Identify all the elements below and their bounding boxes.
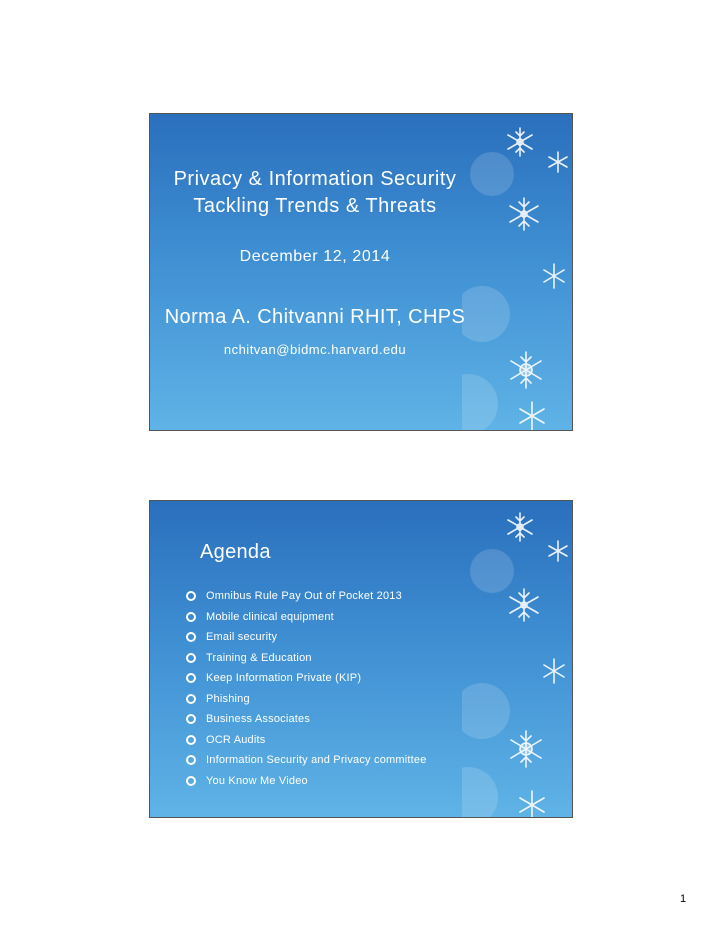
agenda-item [186, 771, 427, 792]
agenda-item-label: Information Security and Privacy committee [206, 754, 427, 767]
agenda-item [186, 668, 427, 689]
agenda-item [186, 709, 427, 730]
bullet-ring-icon [186, 755, 196, 765]
agenda-item-label: Omnibus Rule Pay Out of Pocket 2013 [206, 590, 402, 603]
agenda-item [186, 689, 427, 710]
presentation-date: December 12, 2014 [239, 248, 391, 265]
agenda-slide [149, 500, 573, 818]
title-line-1: Privacy & Information Security [173, 168, 457, 190]
agenda-item-label: Mobile clinical equipment [206, 610, 334, 623]
title-slide [149, 113, 573, 431]
title-line-2: Tackling Trends & Threats [193, 195, 437, 217]
snowflake-decoration [462, 501, 572, 818]
agenda-item-label: Email security [206, 631, 278, 644]
snowflake-decoration [462, 114, 572, 431]
agenda-item-label: Keep Information Private (KIP) [206, 672, 362, 685]
bullet-ring-icon [186, 673, 196, 683]
agenda-item [186, 607, 427, 628]
bullet-ring-icon [186, 776, 196, 786]
agenda-item-label: You Know Me Video [206, 774, 308, 787]
agenda-item-label: Training & Education [206, 651, 312, 664]
agenda-item [186, 648, 427, 669]
agenda-item-label: OCR Audits [206, 733, 266, 746]
bullet-ring-icon [186, 735, 196, 745]
agenda-item [186, 586, 427, 607]
bullet-ring-icon [186, 653, 196, 663]
presenter-name: Norma A. Chitvanni RHIT, CHPS [164, 306, 466, 328]
bullet-ring-icon [186, 714, 196, 724]
agenda-list [186, 586, 427, 791]
bullet-ring-icon [186, 632, 196, 642]
agenda-item-label: Business Associates [206, 713, 311, 726]
slide-title [150, 166, 480, 220]
bullet-ring-icon [186, 612, 196, 622]
page-number: 1 [680, 893, 687, 905]
agenda-item [186, 750, 427, 771]
presenter-email: nchitvan@bidmc.harvard.edu [223, 342, 407, 357]
agenda-item [186, 730, 427, 751]
agenda-item [186, 627, 427, 648]
bullet-ring-icon [186, 591, 196, 601]
agenda-item-label: Phishing [206, 692, 250, 705]
bullet-ring-icon [186, 694, 196, 704]
agenda-title: Agenda [200, 541, 271, 563]
